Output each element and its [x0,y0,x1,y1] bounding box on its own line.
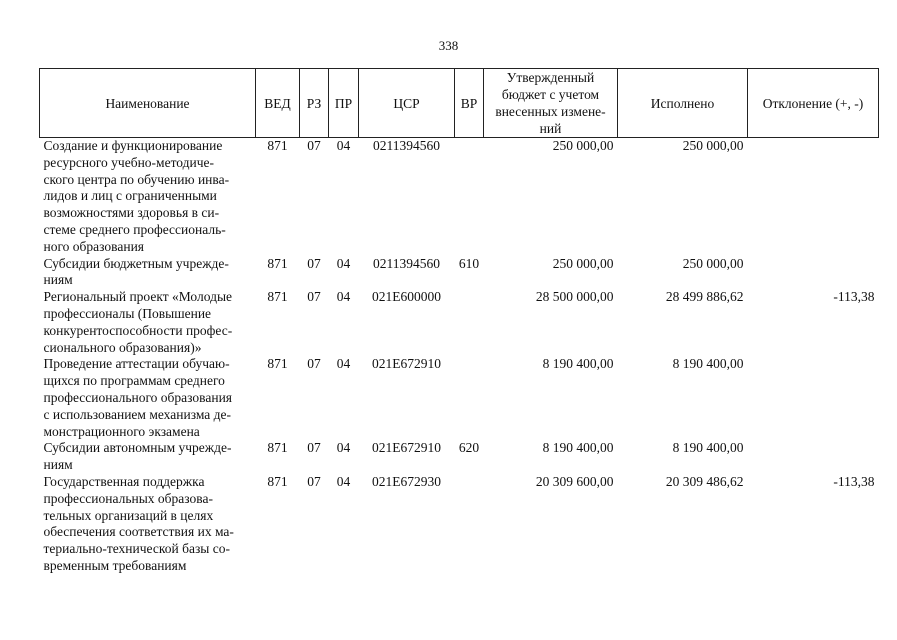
row-rz: 07 [307,440,321,456]
row-deviation [748,356,879,440]
row-pr: 04 [336,356,351,372]
row-name-line: ного образования [43,238,145,254]
row-approved: 8 190 400,00 [542,356,614,372]
header-approved: Утвержденный бюджет с учетом внесенных измене-ний [484,69,618,138]
row-rz: 07 [307,289,321,305]
table-header-row [40,69,879,138]
row-vr: 610 [458,255,480,271]
row-rz: 07 [307,473,321,489]
header-deviation: Отклонение (+, -) [748,69,879,138]
row-deviation: -113,38 [833,289,875,305]
row-executed: 250 000,00 [682,255,744,271]
row-name-line: профессионалы (Повышение [43,305,212,321]
row-vr [455,356,484,440]
header-rz: РЗ [300,69,329,138]
table-row [40,138,879,256]
row-name [40,289,256,356]
table-row [40,289,879,356]
row-name-line: конкурентоспособности профес- [43,322,233,338]
row-pr: 04 [336,289,351,305]
row-name-line: Проведение аттестации обучаю- [43,356,230,372]
row-vr: 620 [458,440,480,456]
row-executed: 28 499 886,62 [665,289,744,305]
row-ved: 871 [267,356,288,372]
header-executed: Исполнено [618,69,748,138]
row-name-line: профессионального образования [43,389,232,405]
row-name-line: возможностями здоровья в си- [43,205,220,221]
row-pr: 04 [336,440,351,456]
row-rz: 07 [307,255,321,271]
row-executed: 20 309 486,62 [665,473,744,489]
row-csr: 0211394560 [373,255,440,271]
row-pr: 04 [336,138,351,153]
table-body [40,138,879,575]
row-approved: 20 309 600,00 [535,473,614,489]
row-vr [455,138,484,256]
header-vr: ВР [455,69,484,138]
row-name-line: временным требованиям [43,557,187,573]
row-executed: 8 190 400,00 [672,356,744,372]
row-approved: 8 190 400,00 [542,440,614,456]
row-name-line: ресурсного учебно-методиче- [43,154,215,170]
row-name-line: Создание и функционирование [43,138,223,153]
row-ved: 871 [267,289,288,305]
row-ved: 871 [267,473,288,489]
row-name-line: стеме среднего профессиональ- [43,221,226,237]
header-pr: ПР [329,69,359,138]
row-name [40,138,256,256]
row-csr: 021E672910 [372,356,441,372]
header-name: Наименование [40,69,256,138]
row-executed: 250 000,00 [682,138,744,153]
row-ved: 871 [267,138,288,153]
row-approved: 28 500 000,00 [535,289,614,305]
row-ved: 871 [267,255,288,271]
row-deviation [748,138,879,256]
row-name-line: с использованием механизма де- [43,406,232,422]
row-approved: 250 000,00 [552,255,614,271]
row-vr [455,289,484,356]
row-approved: 250 000,00 [552,138,614,153]
row-csr: 021E672910 [372,440,441,456]
page-number: 338 [438,38,459,53]
row-name-line: Субсидии автономным учрежде- [43,440,232,456]
table-row [40,440,879,474]
header-csr: ЦСР [359,69,455,138]
row-pr: 04 [336,473,351,489]
row-name-line: обеспечения соответствия их ма- [43,524,234,540]
row-name-line: ниям [43,272,73,288]
row-ved: 871 [267,440,288,456]
row-name-line: ского центра по обучению инва- [43,171,230,187]
row-pr: 04 [336,255,351,271]
row-name-line: Региональный проект «Молодые [43,289,233,305]
table-row [40,474,879,575]
row-vr [455,474,484,575]
row-csr: 021E600000 [372,289,441,305]
row-name-line: щихся по программам среднего [43,373,225,389]
row-name [40,474,256,575]
row-name-line: Государственная поддержка [43,473,205,489]
row-name [40,440,256,474]
row-name [40,256,256,290]
table-row [40,356,879,440]
row-name [40,356,256,440]
row-name-line: сионального образования)» [43,339,202,355]
row-rz: 07 [307,138,321,153]
row-name-line: монстрационного экзамена [43,423,200,439]
row-name-line: тельных организаций в целях [43,507,214,523]
table-row [40,256,879,290]
row-name-line: ниям [43,457,73,473]
row-csr: 021E672930 [372,473,441,489]
row-deviation [748,256,879,290]
row-name-line: лидов и лиц с ограниченными [43,188,217,204]
row-rz: 07 [307,356,321,372]
row-name-line: профессиональных образова- [43,490,213,506]
row-name-line: Субсидии бюджетным учрежде- [43,255,229,271]
row-executed: 8 190 400,00 [672,440,744,456]
row-deviation: -113,38 [833,473,875,489]
row-csr: 0211394560 [373,138,440,153]
row-deviation [748,440,879,474]
row-name-line: териально-технической базы со- [43,541,230,557]
budget-table [39,68,879,575]
header-ved: ВЕД [256,69,300,138]
